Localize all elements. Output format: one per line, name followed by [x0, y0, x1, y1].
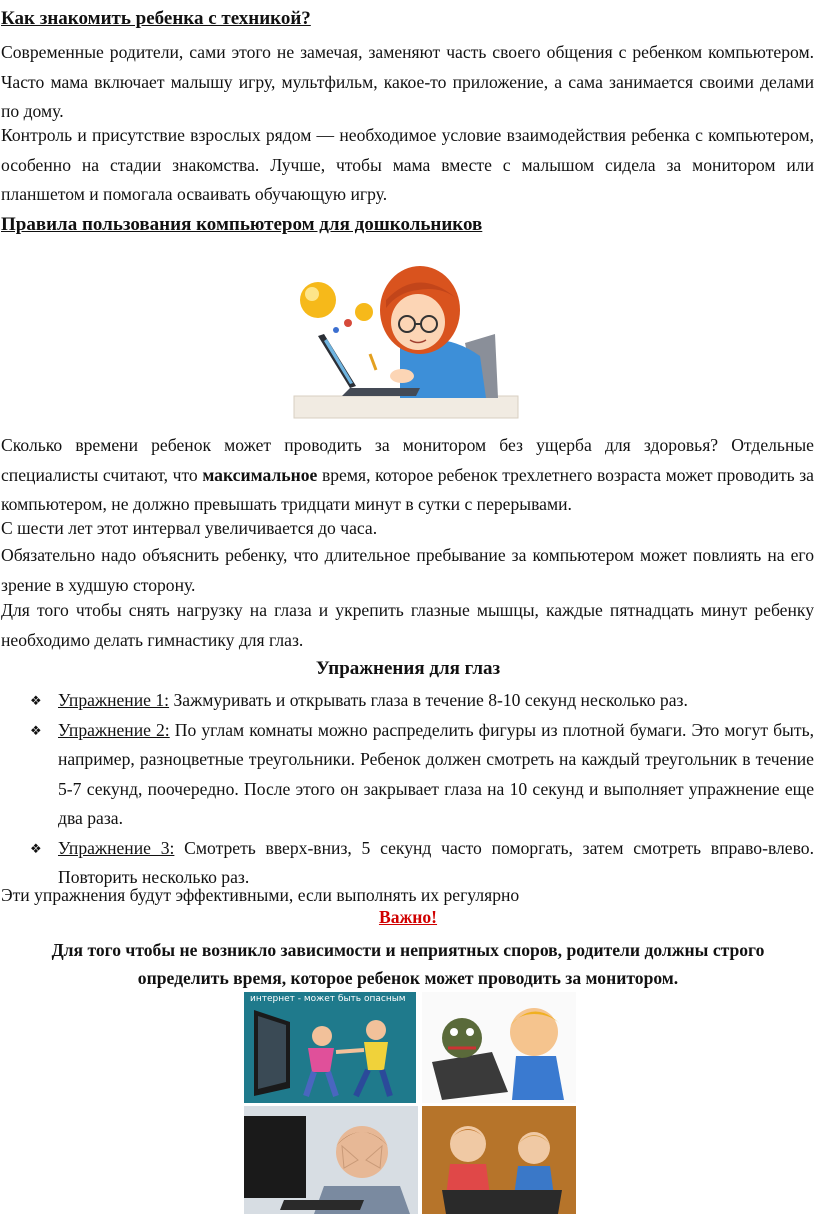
screen-time-emphasis: максимальное: [202, 464, 318, 485]
section-title-rules: Правила пользования компьютером для дошкольников: [1, 214, 483, 235]
internet-danger-photo: [244, 992, 416, 1103]
exercise-list: [0, 686, 816, 893]
diamond-bullet-icon: ❖: [30, 840, 42, 856]
upset-child-drawing: [244, 1106, 418, 1214]
intro-paragraph-2: Контроль и присутствие взрослых рядом — необходимое условие взаимодействия ребенка с компьютером, особенно на стадии знакомства. Лучше, чтобы мама вместе с малышом сидела за монитором или планшетом и помогала осваивать обучающую игру.: [1, 125, 814, 204]
exercise-text: По углам комнаты можно распределить фигуры из плотной бумаги. Это могут быть, например, разноцветные треугольники. Ребенок должен смотреть на каждый треугольник в течение 5-7 секунд, поочередно. После этого он закрывает глаза на 10 секунд и выполняет упражнение еще два раза.: [58, 719, 814, 828]
exercise-label: Упражнение 2:: [58, 719, 170, 740]
age-six-paragraph: С шести лет этот интервал увеличивается до часа.: [1, 518, 378, 538]
section-title-intro: Как знакомить ребенка с техникой?: [1, 8, 311, 29]
exercise-item: [0, 686, 816, 716]
exercise-label: Упражнение 3:: [58, 837, 175, 858]
children-at-computer-photo: [422, 1106, 576, 1214]
monster-laptop-photo: [422, 992, 576, 1103]
exercise-text: Смотреть вверх-вниз, 5 секунд часто поморгать, затем смотреть вправо-влево. Повторить несколько раз.: [58, 837, 814, 887]
diamond-bullet-icon: ❖: [30, 693, 42, 708]
children-computer-drawing: [422, 1106, 576, 1214]
photo-collage: [244, 992, 576, 1214]
collage-caption: интернет - может быть опасным: [250, 994, 406, 1004]
monster-laptop-drawing: [422, 992, 576, 1103]
child-at-laptop-illustration: [290, 248, 520, 420]
important-warning: Для того чтобы не возникло зависимости и неприятных споров, родители должны строго определить время, которое ребенок может проводить за монитором.: [51, 940, 765, 988]
exercise-item: [0, 716, 816, 834]
screen-time-text-end: время, которое ребенок трехлетнего возраста может проводить за компьютером, не должно превышать тридцати минут в сутки с перерывами.: [1, 464, 814, 514]
upset-child-photo: [244, 1106, 418, 1214]
important-label: Важно!: [378, 907, 438, 927]
exercises-closing: Эти упражнения будут эффективными, если выполнять их регулярно: [1, 885, 520, 905]
vision-paragraph: Обязательно надо объяснить ребенку, что длительное пребывание за компьютером может повлиять на его зрение в худшую сторону.: [1, 545, 814, 595]
exercise-label: Упражнение 1:: [58, 690, 170, 710]
exercise-text: Зажмуривать и открывать глаза в течение 8-10 секунд несколько раз.: [169, 690, 688, 710]
intro-paragraph-1: Современные родители, сами этого не замечая, заменяют часть своего общения с ребенком компьютером. Часто мама включает малышу игру, мультфильм, какое-то приложение, а сама занимается своими делами по дому.: [1, 42, 814, 121]
screen-time-paragraph: [1, 431, 814, 520]
eye-gymnastics-paragraph: Для того чтобы снять нагрузку на глаза и укрепить глазные мышцы, каждые пятнадцать минут ребенку необходимо делать гимнастику для глаз.: [1, 600, 814, 650]
screen-time-text-start: Сколько времени ребенок может проводить за монитором без ущерба для здоровья? Отдельные специалисты считают, что: [1, 435, 814, 485]
exercises-title: Упражнения для глаз: [315, 658, 501, 679]
internet-danger-drawing: [244, 992, 416, 1103]
diamond-bullet-icon: ❖: [30, 722, 42, 738]
